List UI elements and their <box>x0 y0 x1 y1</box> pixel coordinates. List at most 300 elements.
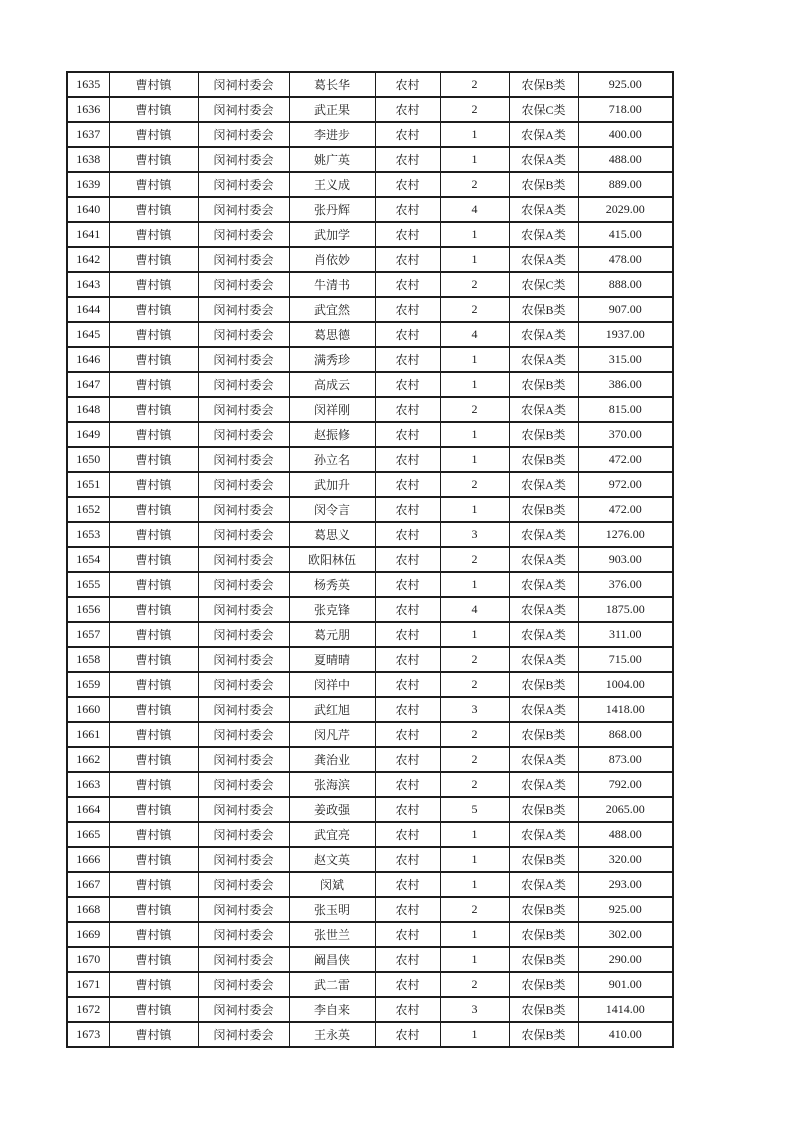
cell-person-count: 2 <box>440 897 509 922</box>
cell-serial-number: 1640 <box>67 197 109 222</box>
table-row <box>67 147 673 172</box>
cell-town: 曹村镇 <box>109 1022 198 1047</box>
cell-person-count: 3 <box>440 522 509 547</box>
cell-serial-number: 1651 <box>67 472 109 497</box>
cell-insurance-category: 农保B类 <box>509 997 578 1022</box>
cell-village-committee: 闵祠村委会 <box>198 922 289 947</box>
cell-insurance-category: 农保B类 <box>509 897 578 922</box>
cell-village-committee: 闵祠村委会 <box>198 997 289 1022</box>
cell-residence-type: 农村 <box>375 672 440 697</box>
cell-village-committee: 闵祠村委会 <box>198 472 289 497</box>
cell-person-name: 赵文英 <box>289 847 375 872</box>
cell-town: 曹村镇 <box>109 697 198 722</box>
cell-person-count: 5 <box>440 797 509 822</box>
cell-insurance-category: 农保B类 <box>509 422 578 447</box>
cell-insurance-category: 农保A类 <box>509 572 578 597</box>
cell-insurance-category: 农保C类 <box>509 272 578 297</box>
cell-residence-type: 农村 <box>375 797 440 822</box>
cell-town: 曹村镇 <box>109 97 198 122</box>
cell-town: 曹村镇 <box>109 772 198 797</box>
cell-amount: 410.00 <box>578 1022 673 1047</box>
cell-residence-type: 农村 <box>375 222 440 247</box>
cell-insurance-category: 农保C类 <box>509 97 578 122</box>
cell-town: 曹村镇 <box>109 847 198 872</box>
cell-town: 曹村镇 <box>109 122 198 147</box>
table-row <box>67 472 673 497</box>
cell-village-committee: 闵祠村委会 <box>198 197 289 222</box>
cell-village-committee: 闵祠村委会 <box>198 522 289 547</box>
cell-village-committee: 闵祠村委会 <box>198 872 289 897</box>
cell-residence-type: 农村 <box>375 847 440 872</box>
cell-village-committee: 闵祠村委会 <box>198 572 289 597</box>
cell-insurance-category: 农保A类 <box>509 822 578 847</box>
cell-amount: 315.00 <box>578 347 673 372</box>
cell-person-count: 1 <box>440 372 509 397</box>
cell-person-count: 1 <box>440 947 509 972</box>
cell-town: 曹村镇 <box>109 347 198 372</box>
cell-town: 曹村镇 <box>109 597 198 622</box>
cell-person-name: 闵令言 <box>289 497 375 522</box>
cell-person-name: 杨秀英 <box>289 572 375 597</box>
cell-serial-number: 1636 <box>67 97 109 122</box>
cell-village-committee: 闵祠村委会 <box>198 597 289 622</box>
cell-serial-number: 1673 <box>67 1022 109 1047</box>
table-row <box>67 272 673 297</box>
table-row <box>67 347 673 372</box>
cell-insurance-category: 农保B类 <box>509 372 578 397</box>
cell-serial-number: 1670 <box>67 947 109 972</box>
cell-person-name: 张克锋 <box>289 597 375 622</box>
cell-town: 曹村镇 <box>109 572 198 597</box>
table-row <box>67 647 673 672</box>
cell-town: 曹村镇 <box>109 397 198 422</box>
cell-person-name: 葛元朋 <box>289 622 375 647</box>
cell-residence-type: 农村 <box>375 97 440 122</box>
table-row <box>67 72 673 97</box>
cell-village-committee: 闵祠村委会 <box>198 322 289 347</box>
cell-amount: 386.00 <box>578 372 673 397</box>
cell-insurance-category: 农保A类 <box>509 397 578 422</box>
cell-person-name: 闵凡芹 <box>289 722 375 747</box>
table-row <box>67 572 673 597</box>
cell-town: 曹村镇 <box>109 322 198 347</box>
cell-serial-number: 1635 <box>67 72 109 97</box>
cell-residence-type: 农村 <box>375 297 440 322</box>
cell-person-name: 李自来 <box>289 997 375 1022</box>
cell-person-name: 武宜然 <box>289 297 375 322</box>
cell-insurance-category: 农保B类 <box>509 172 578 197</box>
cell-amount: 2029.00 <box>578 197 673 222</box>
cell-insurance-category: 农保B类 <box>509 797 578 822</box>
cell-serial-number: 1661 <box>67 722 109 747</box>
cell-serial-number: 1649 <box>67 422 109 447</box>
cell-town: 曹村镇 <box>109 947 198 972</box>
cell-serial-number: 1658 <box>67 647 109 672</box>
cell-insurance-category: 农保A类 <box>509 522 578 547</box>
cell-town: 曹村镇 <box>109 522 198 547</box>
cell-insurance-category: 农保A类 <box>509 872 578 897</box>
cell-person-name: 孙立名 <box>289 447 375 472</box>
table-row <box>67 972 673 997</box>
table-row <box>67 947 673 972</box>
cell-serial-number: 1641 <box>67 222 109 247</box>
cell-village-committee: 闵祠村委会 <box>198 847 289 872</box>
cell-amount: 400.00 <box>578 122 673 147</box>
cell-insurance-category: 农保A类 <box>509 647 578 672</box>
cell-person-count: 2 <box>440 172 509 197</box>
cell-person-count: 1 <box>440 497 509 522</box>
cell-person-name: 欧阳林伍 <box>289 547 375 572</box>
cell-person-name: 张丹辉 <box>289 197 375 222</box>
cell-village-committee: 闵祠村委会 <box>198 972 289 997</box>
cell-insurance-category: 农保B类 <box>509 497 578 522</box>
cell-town: 曹村镇 <box>109 222 198 247</box>
cell-person-count: 3 <box>440 697 509 722</box>
cell-village-committee: 闵祠村委会 <box>198 722 289 747</box>
cell-serial-number: 1665 <box>67 822 109 847</box>
cell-serial-number: 1664 <box>67 797 109 822</box>
cell-insurance-category: 农保A类 <box>509 347 578 372</box>
cell-town: 曹村镇 <box>109 372 198 397</box>
cell-amount: 925.00 <box>578 72 673 97</box>
cell-person-count: 2 <box>440 672 509 697</box>
cell-village-committee: 闵祠村委会 <box>198 647 289 672</box>
cell-person-count: 2 <box>440 722 509 747</box>
table-row <box>67 722 673 747</box>
cell-insurance-category: 农保A类 <box>509 622 578 647</box>
cell-insurance-category: 农保A类 <box>509 547 578 572</box>
cell-village-committee: 闵祠村委会 <box>198 222 289 247</box>
subsidy-roster-table <box>66 71 674 1048</box>
cell-village-committee: 闵祠村委会 <box>198 147 289 172</box>
table-row <box>67 447 673 472</box>
cell-person-name: 张玉明 <box>289 897 375 922</box>
cell-residence-type: 农村 <box>375 447 440 472</box>
cell-person-count: 1 <box>440 922 509 947</box>
cell-residence-type: 农村 <box>375 172 440 197</box>
cell-residence-type: 农村 <box>375 972 440 997</box>
cell-village-committee: 闵祠村委会 <box>198 347 289 372</box>
cell-person-name: 武加学 <box>289 222 375 247</box>
cell-amount: 868.00 <box>578 722 673 747</box>
cell-person-count: 4 <box>440 197 509 222</box>
cell-insurance-category: 农保A类 <box>509 747 578 772</box>
cell-residence-type: 农村 <box>375 372 440 397</box>
cell-person-count: 1 <box>440 822 509 847</box>
cell-person-count: 1 <box>440 122 509 147</box>
cell-town: 曹村镇 <box>109 822 198 847</box>
cell-person-count: 2 <box>440 272 509 297</box>
cell-village-committee: 闵祠村委会 <box>198 672 289 697</box>
cell-village-committee: 闵祠村委会 <box>198 447 289 472</box>
cell-serial-number: 1653 <box>67 522 109 547</box>
table-row <box>67 822 673 847</box>
table-row <box>67 797 673 822</box>
cell-person-name: 闵斌 <box>289 872 375 897</box>
cell-amount: 889.00 <box>578 172 673 197</box>
cell-person-count: 2 <box>440 547 509 572</box>
cell-residence-type: 农村 <box>375 597 440 622</box>
cell-person-name: 武红旭 <box>289 697 375 722</box>
cell-village-committee: 闵祠村委会 <box>198 822 289 847</box>
cell-person-name: 高成云 <box>289 372 375 397</box>
table-row <box>67 847 673 872</box>
cell-serial-number: 1637 <box>67 122 109 147</box>
cell-insurance-category: 农保B类 <box>509 847 578 872</box>
cell-insurance-category: 农保B类 <box>509 72 578 97</box>
cell-person-count: 1 <box>440 622 509 647</box>
cell-insurance-category: 农保B类 <box>509 297 578 322</box>
cell-person-name: 武宜亮 <box>289 822 375 847</box>
cell-serial-number: 1648 <box>67 397 109 422</box>
cell-amount: 478.00 <box>578 247 673 272</box>
cell-amount: 2065.00 <box>578 797 673 822</box>
cell-amount: 815.00 <box>578 397 673 422</box>
cell-person-name: 牛清书 <box>289 272 375 297</box>
cell-serial-number: 1639 <box>67 172 109 197</box>
cell-person-count: 3 <box>440 997 509 1022</box>
cell-serial-number: 1654 <box>67 547 109 572</box>
cell-residence-type: 农村 <box>375 722 440 747</box>
table-row <box>67 747 673 772</box>
cell-insurance-category: 农保A类 <box>509 147 578 172</box>
cell-insurance-category: 农保A类 <box>509 472 578 497</box>
cell-person-name: 姚广英 <box>289 147 375 172</box>
cell-village-committee: 闵祠村委会 <box>198 797 289 822</box>
table-row <box>67 622 673 647</box>
cell-residence-type: 农村 <box>375 147 440 172</box>
cell-residence-type: 农村 <box>375 422 440 447</box>
cell-serial-number: 1643 <box>67 272 109 297</box>
cell-person-name: 夏晴晴 <box>289 647 375 672</box>
cell-town: 曹村镇 <box>109 872 198 897</box>
cell-person-name: 葛思义 <box>289 522 375 547</box>
cell-serial-number: 1656 <box>67 597 109 622</box>
cell-amount: 320.00 <box>578 847 673 872</box>
cell-person-name: 武二雷 <box>289 972 375 997</box>
cell-residence-type: 农村 <box>375 922 440 947</box>
cell-serial-number: 1663 <box>67 772 109 797</box>
cell-person-name: 闵祥中 <box>289 672 375 697</box>
cell-residence-type: 农村 <box>375 322 440 347</box>
cell-residence-type: 农村 <box>375 572 440 597</box>
cell-town: 曹村镇 <box>109 672 198 697</box>
cell-village-committee: 闵祠村委会 <box>198 297 289 322</box>
cell-amount: 370.00 <box>578 422 673 447</box>
table-row <box>67 372 673 397</box>
cell-person-name: 赵振修 <box>289 422 375 447</box>
cell-serial-number: 1646 <box>67 347 109 372</box>
cell-person-name: 闵祥刚 <box>289 397 375 422</box>
cell-residence-type: 农村 <box>375 1022 440 1047</box>
cell-village-committee: 闵祠村委会 <box>198 1022 289 1047</box>
cell-town: 曹村镇 <box>109 722 198 747</box>
cell-person-name: 葛长华 <box>289 72 375 97</box>
cell-person-count: 2 <box>440 97 509 122</box>
cell-insurance-category: 农保B类 <box>509 972 578 997</box>
cell-residence-type: 农村 <box>375 497 440 522</box>
cell-amount: 302.00 <box>578 922 673 947</box>
cell-person-count: 2 <box>440 747 509 772</box>
cell-person-count: 2 <box>440 647 509 672</box>
cell-insurance-category: 农保A类 <box>509 197 578 222</box>
cell-residence-type: 农村 <box>375 347 440 372</box>
cell-amount: 907.00 <box>578 297 673 322</box>
cell-residence-type: 农村 <box>375 697 440 722</box>
cell-insurance-category: 农保B类 <box>509 947 578 972</box>
cell-insurance-category: 农保A类 <box>509 247 578 272</box>
cell-town: 曹村镇 <box>109 147 198 172</box>
cell-residence-type: 农村 <box>375 747 440 772</box>
cell-amount: 488.00 <box>578 147 673 172</box>
cell-residence-type: 农村 <box>375 547 440 572</box>
cell-serial-number: 1647 <box>67 372 109 397</box>
cell-person-count: 1 <box>440 872 509 897</box>
cell-serial-number: 1652 <box>67 497 109 522</box>
cell-amount: 293.00 <box>578 872 673 897</box>
cell-village-committee: 闵祠村委会 <box>198 422 289 447</box>
cell-residence-type: 农村 <box>375 247 440 272</box>
cell-amount: 1937.00 <box>578 322 673 347</box>
cell-insurance-category: 农保B类 <box>509 447 578 472</box>
cell-person-count: 1 <box>440 247 509 272</box>
cell-amount: 311.00 <box>578 622 673 647</box>
table-row <box>67 1022 673 1047</box>
cell-town: 曹村镇 <box>109 897 198 922</box>
cell-village-committee: 闵祠村委会 <box>198 497 289 522</box>
cell-serial-number: 1644 <box>67 297 109 322</box>
cell-serial-number: 1657 <box>67 622 109 647</box>
cell-serial-number: 1642 <box>67 247 109 272</box>
cell-residence-type: 农村 <box>375 472 440 497</box>
cell-town: 曹村镇 <box>109 422 198 447</box>
table-row <box>67 497 673 522</box>
cell-residence-type: 农村 <box>375 397 440 422</box>
cell-town: 曹村镇 <box>109 72 198 97</box>
cell-residence-type: 农村 <box>375 647 440 672</box>
cell-serial-number: 1659 <box>67 672 109 697</box>
cell-person-count: 2 <box>440 772 509 797</box>
table-row <box>67 997 673 1022</box>
cell-village-committee: 闵祠村委会 <box>198 97 289 122</box>
cell-amount: 873.00 <box>578 747 673 772</box>
cell-amount: 972.00 <box>578 472 673 497</box>
cell-insurance-category: 农保A类 <box>509 697 578 722</box>
cell-residence-type: 农村 <box>375 947 440 972</box>
roster-table-body <box>67 72 673 1047</box>
cell-town: 曹村镇 <box>109 622 198 647</box>
table-row <box>67 697 673 722</box>
cell-town: 曹村镇 <box>109 172 198 197</box>
cell-residence-type: 农村 <box>375 872 440 897</box>
table-row <box>67 222 673 247</box>
cell-insurance-category: 农保A类 <box>509 772 578 797</box>
cell-amount: 376.00 <box>578 572 673 597</box>
table-row <box>67 322 673 347</box>
cell-town: 曹村镇 <box>109 247 198 272</box>
cell-insurance-category: 农保A类 <box>509 122 578 147</box>
cell-person-name: 王永英 <box>289 1022 375 1047</box>
cell-town: 曹村镇 <box>109 272 198 297</box>
cell-village-committee: 闵祠村委会 <box>198 697 289 722</box>
cell-village-committee: 闵祠村委会 <box>198 397 289 422</box>
cell-residence-type: 农村 <box>375 772 440 797</box>
cell-village-committee: 闵祠村委会 <box>198 247 289 272</box>
cell-serial-number: 1669 <box>67 922 109 947</box>
cell-residence-type: 农村 <box>375 822 440 847</box>
cell-village-committee: 闵祠村委会 <box>198 272 289 297</box>
cell-amount: 792.00 <box>578 772 673 797</box>
cell-town: 曹村镇 <box>109 497 198 522</box>
cell-serial-number: 1655 <box>67 572 109 597</box>
table-row <box>67 122 673 147</box>
table-row <box>67 397 673 422</box>
cell-village-committee: 闵祠村委会 <box>198 622 289 647</box>
table-row <box>67 97 673 122</box>
cell-village-committee: 闵祠村委会 <box>198 172 289 197</box>
cell-serial-number: 1672 <box>67 997 109 1022</box>
cell-insurance-category: 农保B类 <box>509 672 578 697</box>
cell-residence-type: 农村 <box>375 522 440 547</box>
cell-village-committee: 闵祠村委会 <box>198 747 289 772</box>
cell-person-count: 1 <box>440 572 509 597</box>
cell-person-name: 肖依妙 <box>289 247 375 272</box>
cell-residence-type: 农村 <box>375 272 440 297</box>
cell-town: 曹村镇 <box>109 197 198 222</box>
cell-person-name: 武加升 <box>289 472 375 497</box>
table-row <box>67 672 673 697</box>
cell-insurance-category: 农保A类 <box>509 322 578 347</box>
cell-person-count: 1 <box>440 347 509 372</box>
cell-person-count: 1 <box>440 222 509 247</box>
cell-person-name: 武正果 <box>289 97 375 122</box>
cell-insurance-category: 农保A类 <box>509 222 578 247</box>
cell-serial-number: 1645 <box>67 322 109 347</box>
table-row <box>67 897 673 922</box>
cell-amount: 925.00 <box>578 897 673 922</box>
cell-person-count: 4 <box>440 597 509 622</box>
cell-person-name: 王义成 <box>289 172 375 197</box>
cell-person-name: 满秀珍 <box>289 347 375 372</box>
cell-village-committee: 闵祠村委会 <box>198 897 289 922</box>
cell-amount: 290.00 <box>578 947 673 972</box>
table-row <box>67 922 673 947</box>
cell-town: 曹村镇 <box>109 297 198 322</box>
cell-town: 曹村镇 <box>109 997 198 1022</box>
cell-person-count: 2 <box>440 972 509 997</box>
cell-amount: 415.00 <box>578 222 673 247</box>
cell-town: 曹村镇 <box>109 447 198 472</box>
cell-amount: 718.00 <box>578 97 673 122</box>
cell-amount: 888.00 <box>578 272 673 297</box>
cell-amount: 1004.00 <box>578 672 673 697</box>
table-row <box>67 422 673 447</box>
cell-insurance-category: 农保B类 <box>509 922 578 947</box>
cell-residence-type: 农村 <box>375 622 440 647</box>
cell-village-committee: 闵祠村委会 <box>198 372 289 397</box>
cell-town: 曹村镇 <box>109 647 198 672</box>
cell-village-committee: 闵祠村委会 <box>198 122 289 147</box>
cell-amount: 1875.00 <box>578 597 673 622</box>
cell-amount: 901.00 <box>578 972 673 997</box>
cell-residence-type: 农村 <box>375 997 440 1022</box>
cell-village-committee: 闵祠村委会 <box>198 547 289 572</box>
cell-serial-number: 1662 <box>67 747 109 772</box>
cell-person-count: 2 <box>440 72 509 97</box>
cell-person-name: 张海滨 <box>289 772 375 797</box>
table-row <box>67 297 673 322</box>
table-row <box>67 772 673 797</box>
